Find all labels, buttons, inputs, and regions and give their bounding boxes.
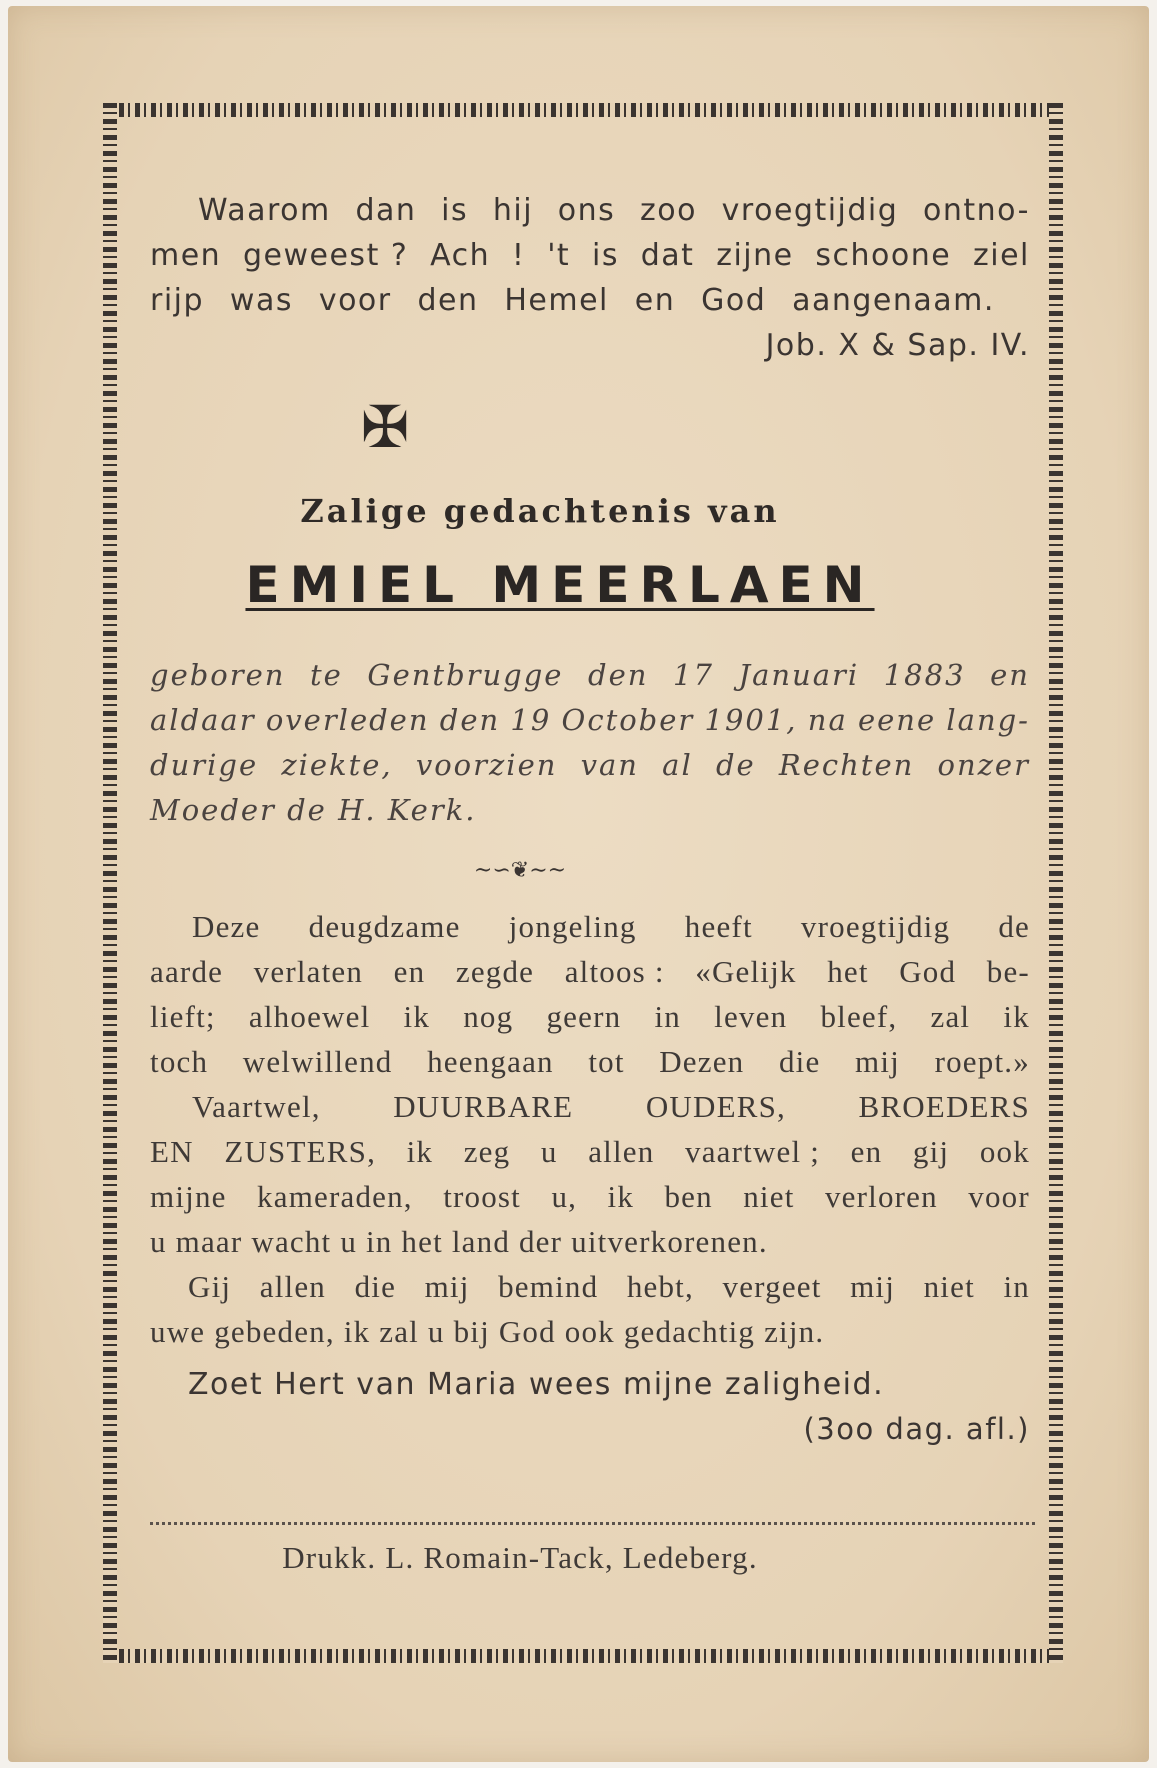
- word: geboren: [150, 658, 286, 692]
- word: de: [998, 909, 1030, 944]
- word: Waarom: [198, 193, 331, 228]
- word: ziel: [973, 238, 1030, 273]
- word: mij: [424, 1269, 470, 1304]
- word: men: [150, 238, 222, 273]
- farewell-line-1: [192, 909, 1030, 945]
- word: welwillend: [242, 1044, 393, 1079]
- border-bottom: [103, 1649, 1063, 1663]
- word: na: [807, 703, 848, 737]
- word: Januari: [738, 658, 860, 692]
- word: ben: [664, 1179, 713, 1214]
- word: toch: [150, 1044, 209, 1079]
- word: God: [701, 283, 767, 318]
- word: 17: [673, 658, 714, 692]
- word: aangenaam.: [792, 283, 995, 318]
- word: u: [540, 1134, 558, 1169]
- farewell-line-7: [150, 1179, 1030, 1215]
- farewell-line-4: [150, 1044, 1030, 1080]
- word: voor: [318, 283, 392, 318]
- border-top: [103, 103, 1063, 117]
- farewell-line-5: [192, 1089, 1030, 1125]
- word: den: [417, 283, 479, 318]
- word: mij: [855, 1044, 900, 1079]
- word: Vaartwel,: [192, 1089, 321, 1124]
- word: durige: [150, 748, 259, 782]
- word: Dezen: [659, 1044, 745, 1079]
- farewell-line-8: u maar wacht u in het land der uitverkorenen.: [150, 1224, 768, 1259]
- word: en: [393, 954, 426, 989]
- word: EN: [150, 1134, 194, 1169]
- word: zegde: [455, 954, 535, 989]
- word: hebt,: [626, 1269, 694, 1304]
- heading: Zalige gedachtenis van: [300, 492, 780, 530]
- word: ZUSTERS,: [224, 1134, 377, 1169]
- word: ik: [607, 1179, 635, 1214]
- word: leven: [714, 999, 788, 1034]
- word: Gij: [188, 1269, 232, 1304]
- farewell-line-6: [150, 1134, 1030, 1170]
- word: schoone: [815, 238, 952, 273]
- word: het: [827, 954, 869, 989]
- word: mijne: [150, 1179, 227, 1214]
- word: Hemel: [504, 283, 609, 318]
- cross-icon: ✠: [360, 393, 410, 461]
- word: is: [591, 238, 619, 273]
- word: ontno-: [923, 193, 1030, 228]
- word: kameraden,: [257, 1179, 413, 1214]
- word: ons: [557, 193, 616, 228]
- word: BROEDERS: [858, 1089, 1030, 1124]
- word: van: [580, 748, 639, 782]
- word: rijp: [150, 283, 205, 318]
- word: nog: [463, 999, 514, 1034]
- epigraph-line-1: [198, 193, 1030, 228]
- word: Ach: [430, 238, 491, 273]
- word: zal: [930, 999, 971, 1034]
- word: lieft;: [150, 999, 216, 1034]
- word: verloren: [824, 1179, 938, 1214]
- word: ik: [403, 999, 431, 1034]
- bio-line-2: [150, 703, 1030, 737]
- word: overleden: [265, 703, 430, 737]
- word: Rechten: [778, 748, 915, 782]
- border-right: [1049, 103, 1063, 1663]
- word: eene: [857, 703, 937, 737]
- word: is: [441, 193, 469, 228]
- word: zijne: [716, 238, 794, 273]
- word: OUDERS,: [645, 1089, 786, 1124]
- word: ziekte,: [281, 748, 393, 782]
- word: Gentbrugge: [367, 658, 564, 692]
- word: troost: [443, 1179, 522, 1214]
- word: allen: [259, 1269, 327, 1304]
- word: en: [850, 1134, 883, 1169]
- word: was: [229, 283, 293, 318]
- word: den: [588, 658, 649, 692]
- word: jongeling: [508, 909, 637, 944]
- word: ik: [406, 1134, 434, 1169]
- word: te: [310, 658, 343, 692]
- word: deugdzame: [308, 909, 461, 944]
- word: en: [634, 283, 676, 318]
- word: niet: [743, 1179, 795, 1214]
- word: vaartwel ;: [685, 1134, 821, 1169]
- word: aarde: [150, 954, 224, 989]
- word: heeft: [684, 909, 753, 944]
- word: 1901,: [704, 703, 798, 737]
- word: ik: [1003, 999, 1030, 1034]
- word: vroegtijdig: [800, 909, 951, 944]
- word: zeg: [463, 1134, 511, 1169]
- farewell-line-10: uwe gebeden, ik zal u bij God ook gedachtig zijn.: [150, 1314, 825, 1349]
- word: dan: [355, 193, 417, 228]
- word: al: [662, 748, 693, 782]
- epigraph-source: Job. X & Sap. IV.: [765, 328, 1030, 363]
- word: hij: [492, 193, 534, 228]
- word: u,: [551, 1179, 578, 1214]
- word: heengaan: [427, 1044, 554, 1079]
- word: October: [561, 703, 695, 737]
- word: voorzien: [415, 748, 558, 782]
- word: mij: [850, 1269, 896, 1304]
- word: 19: [510, 703, 552, 737]
- word: ook: [979, 1134, 1030, 1169]
- word: vergeet: [722, 1269, 822, 1304]
- word: en: [990, 658, 1030, 692]
- word: de: [715, 748, 756, 782]
- word: die: [354, 1269, 397, 1304]
- ornament-divider: ~∽❦∼~: [473, 858, 567, 883]
- word: niet: [923, 1269, 975, 1304]
- word: DUURBARE: [393, 1089, 574, 1124]
- word: voor: [968, 1179, 1030, 1214]
- word: bemind: [498, 1269, 599, 1304]
- word: gij: [912, 1134, 950, 1169]
- word: verlaten: [253, 954, 364, 989]
- indulgence: (3oo dag. afl.): [803, 1412, 1030, 1446]
- word: allen: [588, 1134, 655, 1169]
- dotted-divider: [150, 1522, 1035, 1525]
- word: tot: [588, 1044, 625, 1079]
- word: geern: [546, 999, 622, 1034]
- word: den: [439, 703, 501, 737]
- border-left: [103, 103, 117, 1663]
- prayer: Zoet Hert van Maria wees mijne zaligheid.: [188, 1367, 885, 1402]
- word: be-: [986, 954, 1030, 989]
- word: in: [654, 999, 681, 1034]
- word: geweest ?: [242, 238, 409, 273]
- word: aldaar: [150, 703, 256, 737]
- word: God: [899, 954, 957, 989]
- deceased-name: EMIEL MEERLAEN: [245, 556, 875, 614]
- word: vroegtijdig: [721, 193, 899, 228]
- word: alhoewel: [248, 999, 371, 1034]
- bio-line-4: Moeder de H. Kerk.: [150, 793, 477, 827]
- word: 't: [547, 238, 571, 273]
- bio-line-1: [150, 658, 1030, 692]
- farewell-line-3: [150, 999, 1030, 1035]
- epigraph-line-2: [150, 238, 1030, 273]
- word: onzer: [937, 748, 1030, 782]
- word: dat: [640, 238, 695, 273]
- farewell-line-2: [150, 954, 1030, 990]
- farewell-line-9: [188, 1269, 1030, 1305]
- word: die: [778, 1044, 821, 1079]
- printer-imprint: Drukk. L. Romain-Tack, Ledeberg.: [282, 1540, 758, 1575]
- word: 1883: [883, 658, 966, 692]
- word: lang-: [946, 703, 1030, 737]
- word: altoos :: [564, 954, 665, 989]
- word: in: [1003, 1269, 1030, 1304]
- word: bleef,: [820, 999, 898, 1034]
- epigraph-line-3: [150, 283, 995, 318]
- bio-line-3: [150, 748, 1030, 782]
- word: zoo: [639, 193, 697, 228]
- word: roept.»: [934, 1044, 1030, 1079]
- word: Deze: [192, 909, 261, 944]
- word: !: [511, 238, 526, 273]
- word: «Gelijk: [695, 954, 797, 989]
